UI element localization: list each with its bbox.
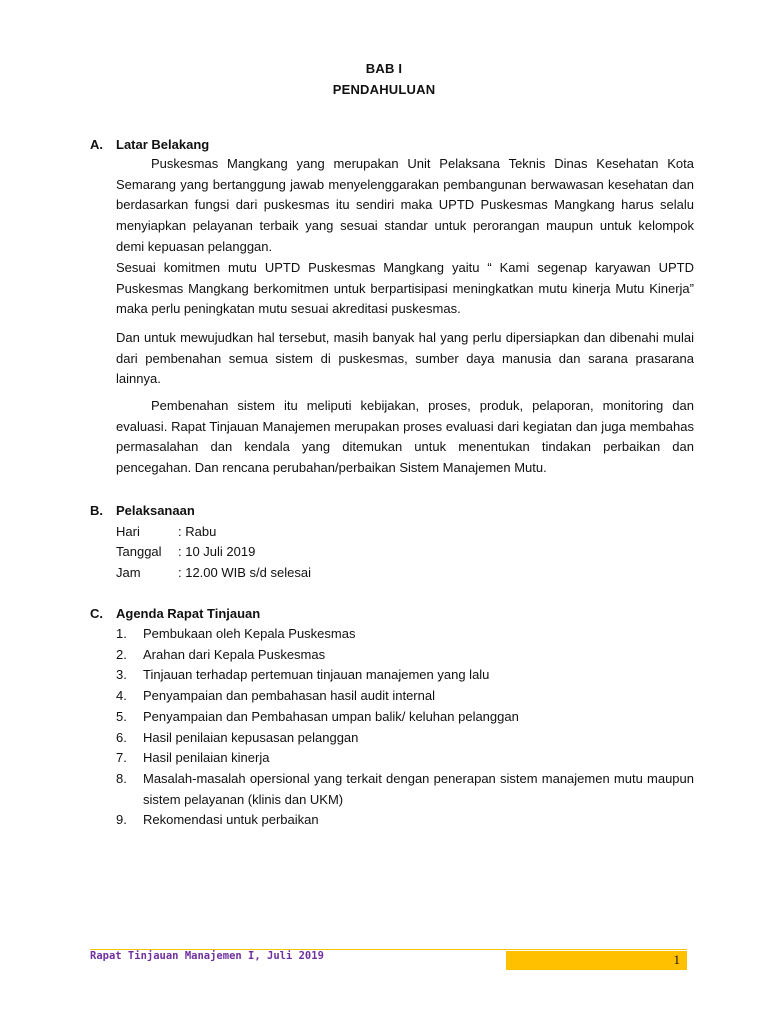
section-b-heading (90, 503, 195, 518)
agenda-item (116, 769, 694, 810)
agenda-item-number: 5. (116, 708, 127, 724)
agenda-item-number: 9. (116, 812, 127, 828)
agenda-item (116, 748, 694, 769)
section-a-paragraph-2: Sesuai komitmen mutu UPTD Puskesmas Mangkang yaitu “ Kami segenap karyawan UPTD Puskesmas Mangkang berkomitmen untuk berpartisipasi meningkatkan mutu kinerja Mutu Kinerja” maka perlu peningkatan mutu sesuai akreditasi puskesmas. (116, 260, 694, 317)
schedule-value: : 12.00 WIB s/d selesai (178, 565, 311, 580)
schedule-value: : 10 Juli 2019 (178, 544, 256, 559)
section-b-title: Pelaksanaan (116, 503, 195, 518)
agenda-item (116, 728, 694, 749)
agenda-item-text: Tinjauan terhadap pertemuan tinjauan manajemen yang lalu (143, 667, 490, 683)
schedule-label: Hari (116, 524, 140, 539)
agenda-item-text: Masalah-masalah opersional yang terkait dengan penerapan sistem manajemen mutu maupun sistem pelayanan (klinis dan UKM) (143, 770, 694, 807)
page-number: 1 (673, 952, 680, 967)
agenda-item-text: Hasil penilaian kinerja (143, 750, 270, 766)
schedule-row-time (116, 565, 311, 580)
agenda-item-number: 3. (116, 667, 127, 683)
section-a-paragraph-1: Puskesmas Mangkang yang merupakan Unit Pelaksana Teknis Dinas Kesehatan Kota Semarang yang bertanggung jawab menyelenggarakan pembangunan berwawasan kesehatan dan berdasarkan fungsi dari puskesmas itu sendiri maka UPTD Puskesmas Mangkang harus selalu menyiapkan pelayanan terbaik yang sesuai standar untuk perorangan maupun untuk kelompok demi kepuasan pelanggan. (116, 156, 694, 254)
agenda-item (116, 624, 694, 645)
section-b-letter: B. (90, 503, 103, 518)
agenda-item-number: 2. (116, 646, 127, 662)
agenda-item-number: 7. (116, 750, 127, 766)
schedule-value: : Rabu (178, 524, 217, 539)
agenda-item-text: Pembukaan oleh Kepala Puskesmas (143, 626, 356, 641)
section-a-title: Latar Belakang (116, 137, 210, 152)
section-a-letter: A. (90, 137, 103, 152)
schedule-row-date (116, 544, 255, 559)
chapter-title: PENDAHULUAN (332, 82, 436, 97)
agenda-item (116, 707, 694, 728)
section-c-letter: C. (90, 606, 103, 621)
section-a-heading (90, 137, 209, 152)
agenda-item (116, 645, 694, 666)
agenda-item-number: 1. (116, 626, 127, 641)
agenda-item (116, 686, 694, 707)
schedule-label: Jam (116, 565, 141, 580)
schedule-row-day (116, 524, 216, 539)
section-a-paragraph-3: Dan untuk mewujudkan hal tersebut, masih banyak hal yang perlu dipersiapkan dan dibenahi mulai dari pembenahan semua sistem di puskesmas, sumber daya manusia dan sarana prasarana lainnya. (116, 330, 694, 387)
agenda-list (116, 624, 694, 831)
section-c-heading (90, 606, 260, 621)
chapter-number: BAB I (365, 61, 403, 76)
agenda-item-text: Arahan dari Kepala Puskesmas (143, 646, 326, 662)
agenda-item-number: 4. (116, 688, 127, 704)
agenda-item (116, 810, 694, 831)
section-a-paragraph-4: Pembenahan sistem itu meliputi kebijakan, proses, produk, pelaporan, monitoring dan evaluasi. Rapat Tinjauan Manajemen merupakan proses evaluasi dari kegiatan dan juga membahas permasalahan dan kendala yang ditemukan untuk menentukan tindakan perbaikan dan pencegahan. Dan rencana perubahan/perbaikan Sistem Manajemen Mutu. (116, 398, 694, 476)
footer-title: Rapat Tinjauan Manajemen I, Juli 2019 (90, 950, 324, 962)
agenda-item-number: 6. (116, 729, 127, 745)
section-c-title: Agenda Rapat Tinjauan (116, 606, 261, 621)
agenda-item-text: Hasil penilaian kepusasan pelanggan (143, 729, 359, 745)
schedule-label: Tanggal (116, 544, 162, 559)
agenda-item-text: Rekomendasi untuk perbaikan (143, 812, 319, 828)
agenda-item-text: Penyampaian dan pembahasan hasil audit internal (143, 688, 435, 704)
agenda-item-text: Penyampaian dan Pembahasan umpan balik/ keluhan pelanggan (143, 708, 519, 724)
footer-page-box (506, 951, 687, 970)
agenda-item-number: 8. (116, 770, 127, 786)
agenda-item (116, 665, 694, 686)
